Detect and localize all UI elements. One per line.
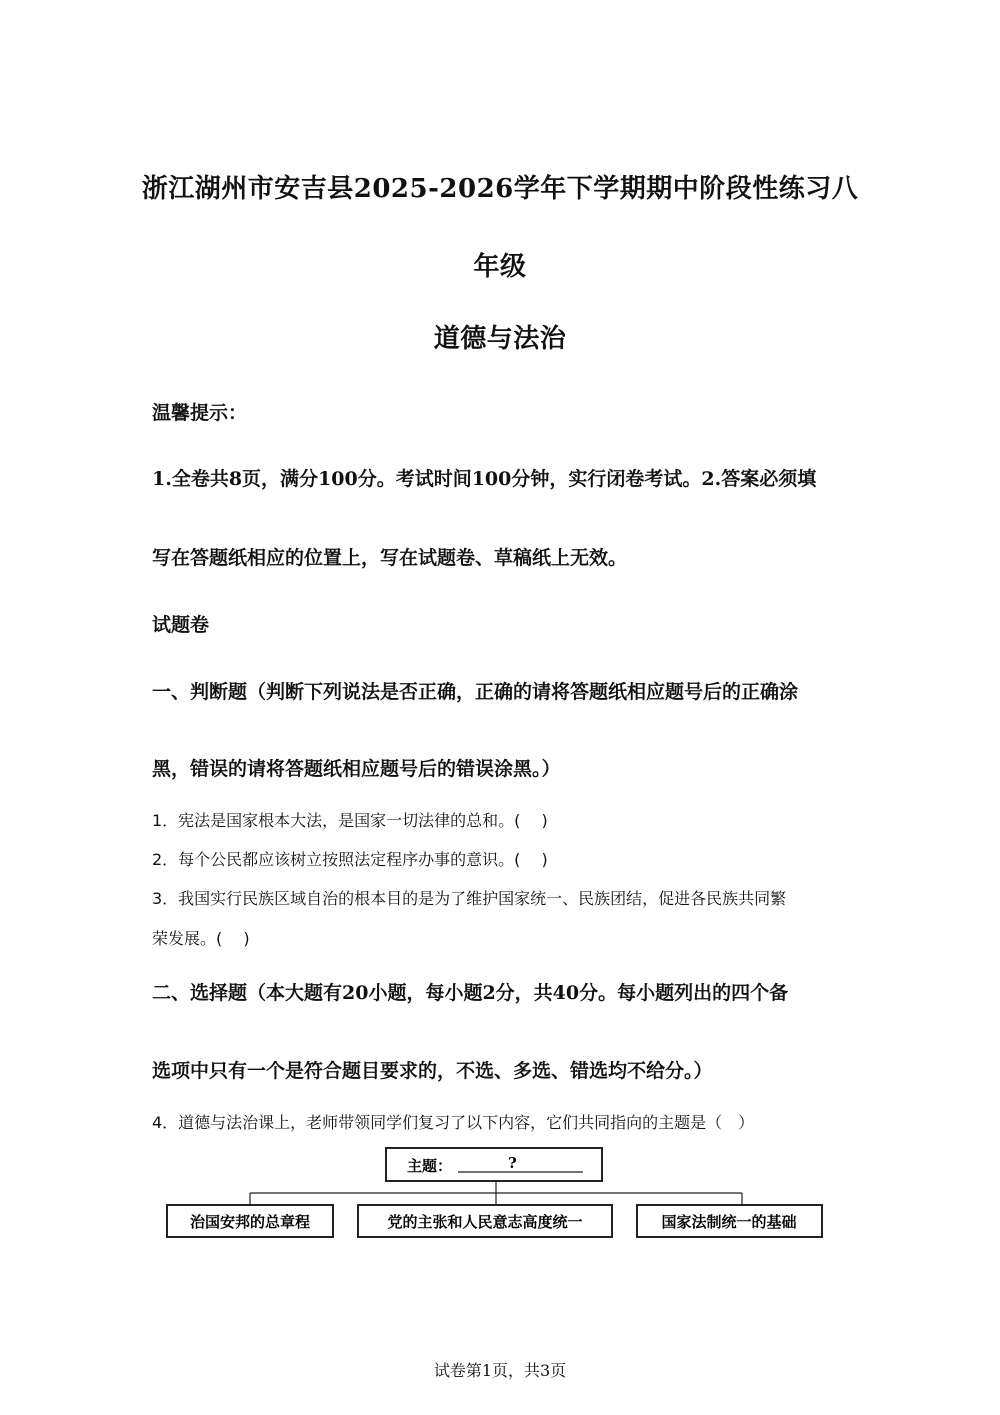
theme-blank: ? xyxy=(508,1154,517,1172)
section2-heading-line2: 选项中只有一个是符合题目要求的，不选、多选、错选均不给分。） xyxy=(152,1060,713,1082)
paper-label: 试题卷 xyxy=(152,614,210,636)
theme-label: 主题： xyxy=(407,1157,453,1175)
question-3-line1: 3．我国实行民族区域自治的根本目的是为了维护国家统一、民族团结，促进各民族共同繁 xyxy=(152,889,787,908)
question-4: 4．道德与法治课上，老师带领同学们复习了以下内容，它们共同指向的主题是（ ） xyxy=(152,1113,755,1132)
box-middle-text: 党的主张和人民意志高度统一 xyxy=(387,1213,583,1231)
page-footer: 试卷第1页，共3页 xyxy=(433,1361,567,1380)
tips-line1: 1.全卷共8页，满分100分。考试时间100分钟，实行闭卷考试。2.答案必须填 xyxy=(152,468,817,490)
question-3-line2: 荣发展。( ) xyxy=(152,929,250,948)
box-right-text: 国家法制统一的基础 xyxy=(661,1213,797,1231)
exam-subject: 道德与法治 xyxy=(433,324,567,354)
exam-title-line1: 浙江湖州市安吉县2025-2026学年下学期期中阶段性练习八 xyxy=(141,174,859,204)
question-2: 2．每个公民都应该树立按照法定程序办事的意识。( ) xyxy=(152,850,548,869)
section1-heading-line2: 黑，错误的请将答题纸相应题号后的错误涂黑。） xyxy=(152,758,561,780)
question-1: 1．宪法是国家根本大法，是国家一切法律的总和。( ) xyxy=(152,811,548,830)
section2-heading-line1: 二、选择题（本大题有20小题，每小题2分，共40分。每小题列出的四个备 xyxy=(152,982,789,1004)
section1-heading-line1: 一、判断题（判断下列说法是否正确，正确的请将答题纸相应题号后的正确涂 xyxy=(152,681,799,703)
box-left-text: 治国安邦的总章程 xyxy=(189,1213,311,1231)
tips-line2: 写在答题纸相应的位置上，写在试题卷、草稿纸上无效。 xyxy=(152,547,628,569)
exam-title-line2: 年级 xyxy=(473,252,527,282)
tips-label: 温馨提示： xyxy=(152,402,248,424)
